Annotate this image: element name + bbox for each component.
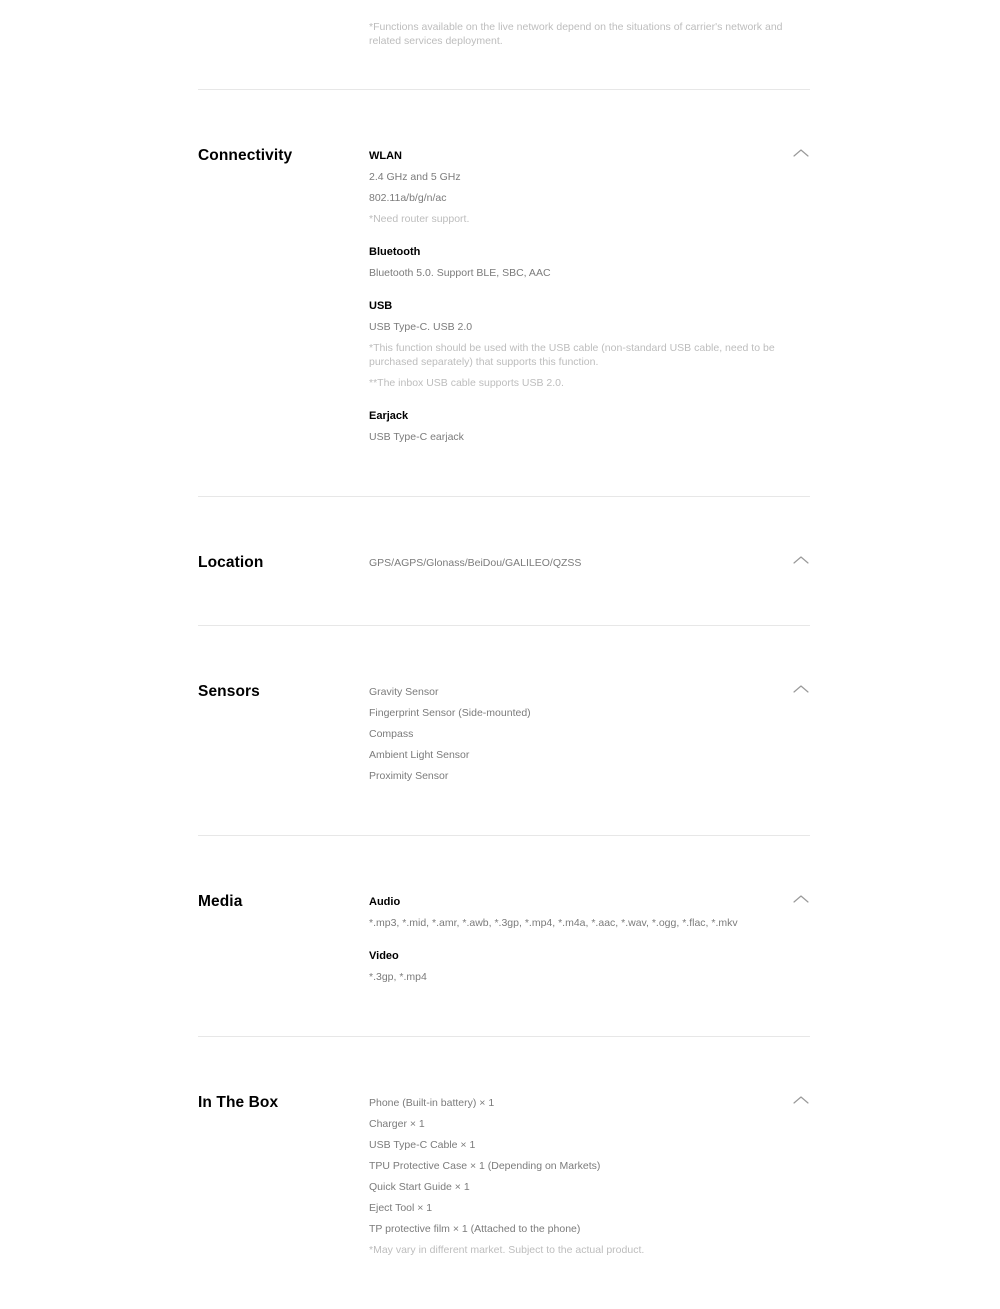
spec-value: TPU Protective Case × 1 (Depending on Markets) [369,1159,601,1172]
spec-value: Gravity Sensor [369,685,439,698]
spec-value: TP protective film × 1 (Attached to the phone) [369,1222,581,1235]
spec-value: Bluetooth 5.0. Support BLE, SBC, AAC [369,267,551,279]
spec-footnote: *May vary in different market. Subject to the actual product. [369,1243,645,1256]
section-title: Media [198,892,243,910]
spec-label: WLAN [369,150,402,162]
spec-value: Phone (Built-in battery) × 1 [369,1096,495,1109]
collapse-chevron-up-icon[interactable] [792,144,810,162]
spec-value: Proximity Sensor [369,769,449,782]
spec-value: 802.11a/b/g/n/ac [369,192,447,204]
spec-label: Audio [369,895,401,908]
section-title: Sensors [198,682,260,700]
collapse-chevron-up-icon[interactable] [792,1091,810,1109]
section-title: Location [198,554,264,571]
spec-footnote: *This function should be used with the USB cable (non-standard USB cable, need to be purchased separately) that supports this function. [369,342,775,368]
spec-value: USB Type-C. USB 2.0 [369,321,473,333]
spec-page [198,0,810,1309]
collapse-chevron-up-icon[interactable] [792,890,810,908]
section-title: In The Box [198,1093,279,1111]
section-title-column [198,1094,369,1113]
section-title-column [198,147,369,166]
section-in-the-box [198,1037,810,1309]
spec-label: Earjack [369,410,409,422]
spec-value: Ambient Light Sensor [369,748,470,761]
collapse-chevron-up-icon[interactable] [792,680,810,698]
section-content [369,683,810,783]
spec-value: 2.4 GHz and 5 GHz [369,171,461,183]
spec-value: Fingerprint Sensor (Side-mounted) [369,706,531,719]
spec-value: Charger × 1 [369,1117,425,1130]
spec-value: *.3gp, *.mp4 [369,970,427,983]
collapse-chevron-up-icon[interactable] [792,551,810,569]
spec-value: Eject Tool × 1 [369,1201,433,1214]
section-content [369,147,810,444]
spec-value: USB Type-C earjack [369,431,464,443]
section-title-column [198,893,369,912]
spec-footnote: *Need router support. [369,213,470,225]
spec-label: Bluetooth [369,246,421,258]
spec-label: Video [369,949,399,962]
spec-value: *.mp3, *.mid, *.amr, *.awb, *.3gp, *.mp4, *.m4a, *.aac, *.wav, *.ogg, *.flac, *.mkv [369,916,738,929]
section-content [369,893,810,984]
spec-value: Compass [369,727,414,740]
section-sensors [198,626,810,835]
section-content [369,554,810,570]
section-title-column [198,683,369,702]
section-location [198,497,810,625]
spec-footnote: **The inbox USB cable supports USB 2.0. [369,377,564,389]
spec-value: GPS/AGPS/Glonass/BeiDou/GALILEO/QZSS [369,557,582,569]
spec-label: USB [369,300,393,312]
section-media [198,836,810,1036]
spec-value: Quick Start Guide × 1 [369,1180,470,1193]
section-title-column [198,554,369,573]
network-footnote: *Functions available on the live network depend on the situations of carrier's network and related services deployment. [369,21,783,47]
section-content [369,1094,810,1257]
section-title: Connectivity [198,147,293,164]
spec-value: USB Type-C Cable × 1 [369,1138,476,1151]
network-footnote-row [198,0,810,89]
section-connectivity [198,90,810,496]
